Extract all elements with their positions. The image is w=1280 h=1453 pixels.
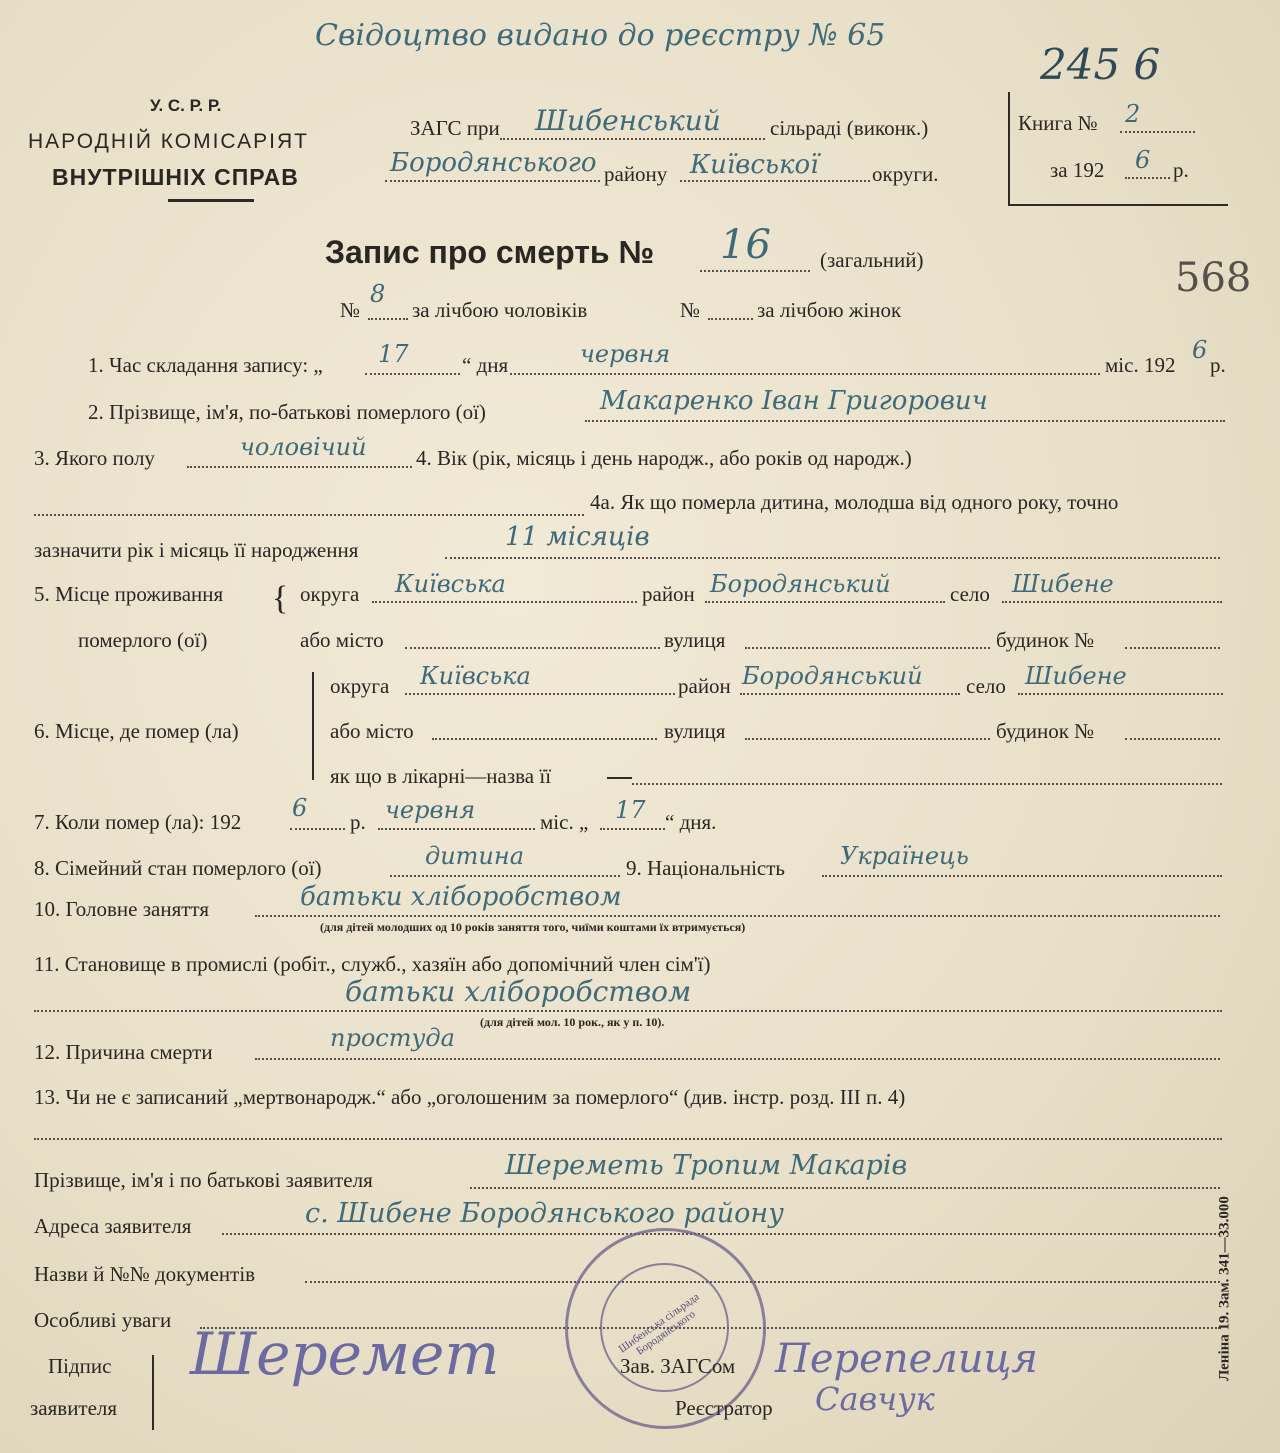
men-value: 8	[370, 280, 386, 308]
f5-brace: {	[272, 580, 289, 617]
f7-mis: міс. „	[540, 810, 589, 834]
book-line	[1120, 131, 1195, 133]
signature-bracket	[152, 1355, 154, 1430]
f6-selo-value: Шибене	[1025, 662, 1127, 690]
f6-hospital-dash	[607, 777, 632, 779]
head-label: Зав. ЗАГСом	[620, 1354, 736, 1378]
f7-year: 6	[292, 794, 308, 822]
applicant-signature: Шеремет	[190, 1320, 500, 1388]
documents-label: Назви й №№ документів	[34, 1262, 256, 1286]
f6-okruha-label: округа	[330, 674, 390, 698]
f13-line	[34, 1138, 1222, 1140]
applicant-address-line	[222, 1233, 1220, 1235]
f11-note: (для дітей мол. 10 рок., як у п. 10).	[480, 1015, 665, 1029]
f5-rayon-label: район	[642, 582, 695, 606]
f6-okruha-value: Київська	[420, 662, 531, 690]
f2-value: Макаренко Іван Григорович	[600, 386, 988, 416]
f1-month-suffix: міс. 192	[1105, 353, 1176, 377]
f8-label: 8. Сімейний стан померлого (ої)	[34, 856, 322, 880]
notes-label: Особливі уваги	[34, 1308, 172, 1332]
women-prefix: №	[680, 298, 701, 322]
internal-affairs-label: ВНУТРІШНІХ СПРАВ	[52, 164, 299, 190]
book-value: 2	[1125, 100, 1141, 128]
f4a-value: 11 місяців	[505, 522, 650, 552]
zags-prefix: ЗАГС при	[410, 116, 500, 140]
f4-line	[34, 514, 584, 516]
f11-line	[34, 1010, 1222, 1012]
f6-vulytsia-label: вулиця	[664, 719, 726, 743]
book-box-left	[1008, 92, 1010, 204]
men-label: за лічбою чоловіків	[412, 298, 588, 322]
f1-label: 1. Час складання запису: „	[88, 353, 323, 377]
book-year-line	[1125, 177, 1170, 179]
f8-line	[390, 875, 620, 877]
f6-label: 6. Місце, де помер (ла)	[34, 719, 239, 743]
f12-value: простуда	[330, 1024, 455, 1052]
applicant-name-label: Прізвище, ім'я і по батькові заявителя	[34, 1168, 373, 1192]
f5-budynok-line	[1125, 647, 1220, 649]
zags-suffix: сільраді (виконк.)	[770, 116, 929, 140]
corner-number: 245 6	[1040, 40, 1161, 89]
f10-label: 10. Головне заняття	[34, 897, 209, 921]
f6-vulytsia-line	[745, 738, 990, 740]
f6-okruha-line	[405, 693, 675, 695]
f1-month-line	[510, 373, 1100, 375]
record-general: (загальний)	[820, 248, 924, 272]
f1-day: 17	[378, 340, 409, 368]
f2-line	[585, 420, 1225, 422]
print-note: Леніна 19. Зам. 341—33.000	[1216, 1196, 1233, 1381]
okruha-value: Київської	[690, 150, 819, 180]
f1-day-suffix: “ дня	[462, 353, 509, 377]
header-rule	[168, 199, 254, 202]
f7-r: р.	[350, 810, 366, 834]
f11-value: батьки хліборобством	[345, 975, 692, 1008]
f1-day-line	[365, 373, 460, 375]
signature-label-2: заявителя	[30, 1396, 118, 1420]
zags-village-line	[500, 138, 765, 140]
f5-selo-label: село	[950, 582, 990, 606]
f7-dnia: “ дня.	[665, 810, 717, 834]
f6-hospital-label: як що в лікарні—назва її	[330, 764, 552, 788]
top-note: Свідоцтво видано до реєстру № 65	[315, 18, 886, 53]
commissariat-label: НАРОДНІЙ КОМІСАРІЯТ	[28, 130, 309, 153]
applicant-address-value: с. Шибене Бородянського району	[305, 1198, 784, 1229]
f5-vulytsia-label: вулиця	[664, 628, 726, 652]
f7-year-line	[290, 828, 345, 830]
men-line	[368, 318, 408, 320]
f5-rayon-line	[705, 601, 945, 603]
ussr-label: У. С. Р. Р.	[150, 96, 222, 115]
applicant-name-line	[470, 1187, 1220, 1189]
book-year-suffix: р.	[1173, 158, 1189, 182]
f12-label: 12. Причина смерти	[34, 1040, 213, 1064]
f5-misto-label: або місто	[300, 628, 384, 652]
okruha-line	[680, 180, 870, 182]
f5-rayon-value: Бородянський	[710, 570, 891, 598]
signature-label-1: Підпис	[48, 1354, 112, 1378]
f8-value: дитина	[425, 842, 524, 870]
f6-selo-label: село	[966, 674, 1006, 698]
okruha-label: округи.	[872, 162, 939, 186]
head-signature: Перепелиця	[775, 1336, 1038, 1382]
f5-okruha-line	[372, 601, 637, 603]
f1-end: р.	[1210, 353, 1226, 377]
f6-misto-line	[432, 738, 657, 740]
f6-selo-line	[1018, 693, 1223, 695]
f6-budynok-line	[1125, 738, 1220, 740]
f6-rayon-line	[740, 693, 960, 695]
f9-value: Українець	[840, 842, 969, 870]
f4-label: 4. Вік (рік, місяць і день народж., або років од народж.)	[416, 446, 912, 470]
f1-year: 6	[1192, 336, 1208, 364]
f6-rayon-value: Бородянський	[742, 662, 923, 690]
f7-month-line	[378, 828, 535, 830]
f5-okruha-label: округа	[300, 582, 360, 606]
women-label: за лічбою жінок	[757, 298, 902, 322]
f5-budynok-label: будинок №	[996, 628, 1095, 652]
stamp-text: Шибенська сільрада Бородянського	[616, 1290, 702, 1358]
f10-note: (для дітей молодших од 10 років заняття того, чиїми коштами їх втримується)	[320, 920, 746, 934]
book-year-prefix: за 192	[1050, 158, 1105, 182]
f13-label: 13. Чи не є записаний „мертвонародж.“ або „оголошеним за померлого“ (див. інстр. розд. III п. 4)	[34, 1085, 906, 1109]
record-title: Запис про смерть №	[325, 234, 655, 270]
book-label: Книга №	[1018, 111, 1098, 135]
f7-day-line	[600, 828, 665, 830]
book-year-value: 6	[1135, 146, 1151, 174]
f1-month: червня	[580, 340, 671, 368]
documents-line	[305, 1281, 1220, 1283]
book-box-bottom	[1008, 204, 1228, 206]
f9-label: 9. Національність	[626, 856, 786, 880]
f7-day: 17	[615, 796, 646, 824]
district-value: Бородянського	[390, 148, 597, 178]
f6-hospital-line	[632, 783, 1222, 785]
f5-label2: померлого (ої)	[78, 628, 208, 652]
f11-label: 11. Становище в промислі (робіт., служб., хазяїн або допомічний член сім'ї)	[34, 952, 711, 976]
zags-village-value: Шибенський	[535, 104, 721, 137]
f12-line	[255, 1058, 1220, 1060]
f4a-label2: зазначити рік і місяць її народження	[34, 538, 359, 562]
registrar-label: Реєстратор	[675, 1396, 773, 1420]
f5-okruha-value: Київська	[395, 570, 506, 598]
f2-label: 2. Прізвище, ім'я, по-батькові померлого (ої)	[88, 400, 486, 424]
f5-misto-line	[405, 647, 660, 649]
women-line	[708, 318, 753, 320]
applicant-name-value: Шереметь Тропим Макарів	[505, 1150, 908, 1181]
f6-bracket	[312, 672, 314, 780]
men-prefix: №	[340, 298, 361, 322]
registrar-signature: Савчук	[815, 1380, 935, 1418]
f9-line	[822, 875, 1222, 877]
f3-label: 3. Якого полу	[34, 446, 155, 470]
district-label: району	[604, 162, 668, 186]
f7-month: червня	[385, 796, 476, 824]
district-line	[385, 180, 600, 182]
f5-label1: 5. Місце проживання	[34, 582, 224, 606]
f3-line	[187, 466, 412, 468]
f10-value: батьки хліборобством	[300, 882, 622, 912]
record-number-line	[700, 270, 810, 272]
f3-value: чоловічий	[240, 433, 367, 461]
f6-misto-label: або місто	[330, 719, 414, 743]
record-number-value: 16	[720, 222, 771, 268]
f6-budynok-label: будинок №	[996, 719, 1095, 743]
f5-selo-line	[1002, 601, 1222, 603]
f6-rayon-label: район	[678, 674, 731, 698]
f5-selo-value: Шибене	[1012, 570, 1114, 598]
applicant-address-label: Адреса заявителя	[34, 1214, 192, 1238]
f5-vulytsia-line	[745, 647, 990, 649]
f10-line	[255, 915, 1220, 917]
f4a-label: 4а. Як що померла дитина, молодша від одного року, точно	[590, 490, 1119, 514]
f4a-line	[445, 557, 1220, 559]
f7-label: 7. Коли помер (ла): 192	[34, 810, 242, 834]
side-number: 568	[1175, 255, 1252, 301]
